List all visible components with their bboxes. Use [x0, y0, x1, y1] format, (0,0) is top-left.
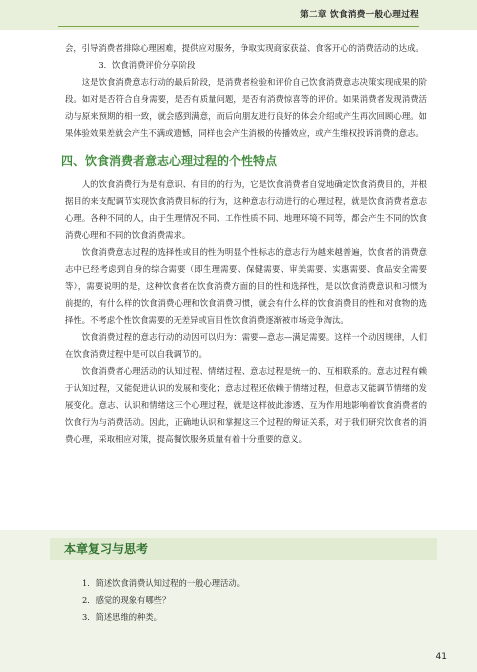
evaluation-paragraph: 这是饮食消费意志行动的最后阶段，是消费者检验和评价自己饮食消费意志决策实现成果的阶段。如对是否符合自身需要，是否有质量问题，是否有消费惊喜等的评价。如果消费者发现消费活动与原来预期的相一致，就会感到满意，而后向朋友进行良好的体会介绍或产生再次回顾心理。如果体验效果差就会产生不满或遗憾，同样也会产生消极的传播效应，或产生维权投诉消费的意志。 — [65, 77, 427, 138]
review-question: 3．简述思维的种类。 — [82, 612, 162, 622]
review-question-list — [82, 575, 245, 626]
paragraph-4: 饮食消费者心理活动的认知过程、情绪过程、意志过程是统一的、互相联系的。意志过程有赖于认知过程，又能促进认识的发展和变化；意志过程还依赖于情绪过程，但意志又能调节情绪的发展变化。意志、认识和情绪这三个心理过程，就是这样彼此渗透、互为作用地影响着饮食消费者的饮食行为与消费活动。因此，正确地认识和掌握这三个过程的辩证关系，对于我们研究饮食者的消费心理，采取相应对策，提高餐饮服务质量有着十分重要的意义。 — [65, 366, 427, 444]
page-number: 41 — [435, 652, 447, 662]
paragraph-2: 饮食消费意志过程的选择性或目的性为明显个性标志的意志行为越来越普遍，饮食者的消费意志中已经考虑到自身的综合需要（即生理需要、保健需要、审美需要、实惠需要、食品安全需要等），需要说明的是，这种饮食者在饮食消费方面的目的性和选择性，是以饮食消费意识和习惯为前提的，有什么样的饮食消费心理和饮食消费习惯，就会有什么样的饮食消费目的性和对食物的选择性。不考虑个性饮食需要的无差异或盲目性饮食消费逐渐被市场竞争淘汰。 — [65, 247, 427, 325]
main-content — [61, 40, 427, 448]
review-question: 1．简述饮食消费认知过程的一般心理活动。 — [82, 578, 245, 588]
intro-paragraph: 会，引导消费者排除心理困难，提供应对服务，争取实现商家获益、食客开心的消费活动的达成。 — [65, 43, 424, 53]
review-title: 本章复习与思考 — [64, 542, 149, 556]
review-question: 2．感觉的现象有哪些？ — [82, 595, 171, 605]
subheading-evaluation-stage: 3．饮食消费评价分享阶段 — [98, 60, 196, 70]
paragraph-1: 人的饮食消费行为是有意识、有目的的行为，它是饮食消费者自觉地确定饮食消费目的，并根据目的来支配调节实现饮食消费目标的行为，这种意志行动进行的心理过程，就是饮食消费者意志心理。各种不同的人，由于生理情况不同、工作性质不同、地理环境不同等，都会产生不同的饮食消费心理和不同的饮食消费需求。 — [65, 179, 427, 240]
paragraph-3: 饮食消费过程的意志行动的动因可以归为：需要—意志—满足需要。这样一个动因规律，人们在饮食消费过程中是可以自我调节的。 — [65, 332, 427, 359]
section-title: 四、饮食消费者意志心理过程的个性特点 — [61, 154, 278, 168]
chapter-header: 第二章 饮食消费一般心理过程 — [300, 10, 419, 20]
header-rule — [58, 26, 419, 27]
